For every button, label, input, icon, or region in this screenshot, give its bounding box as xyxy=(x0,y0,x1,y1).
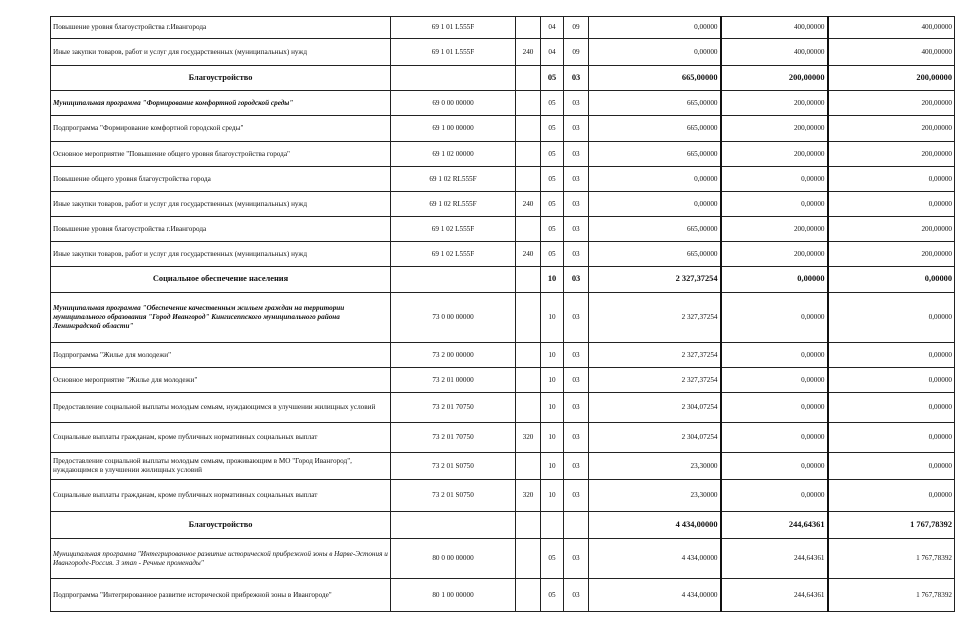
table-row xyxy=(51,192,955,217)
row-amount-year1-cell: 2 304,07254 xyxy=(589,423,721,453)
row-vr-cell xyxy=(516,116,541,142)
row-amount-year3-cell: 200,00000 xyxy=(828,91,955,116)
row-csr-cell xyxy=(391,66,516,91)
row-pr-cell: 03 xyxy=(564,91,589,116)
table-row xyxy=(51,116,955,142)
section-row xyxy=(51,267,955,293)
row-amount-year1-cell: 0,00000 xyxy=(589,39,721,66)
row-amount-year3-cell: 0,00000 xyxy=(828,293,955,343)
row-rz-cell: 05 xyxy=(541,66,564,91)
row-rz-cell: 05 xyxy=(541,192,564,217)
section-row xyxy=(51,66,955,91)
table-row xyxy=(51,242,955,267)
row-rz-cell: 10 xyxy=(541,393,564,423)
row-amount-year1-cell: 2 327,37254 xyxy=(589,267,721,293)
table-row xyxy=(51,453,955,480)
row-amount-year2-cell: 0,00000 xyxy=(721,368,828,393)
row-csr-cell xyxy=(391,512,516,539)
row-amount-year3-cell: 0,00000 xyxy=(828,393,955,423)
row-name-cell: Повышение общего уровня благоустройства города xyxy=(51,167,391,192)
row-name-cell: Социальные выплаты гражданам, кроме публичных нормативных социальных выплат xyxy=(51,480,391,512)
row-pr-cell: 03 xyxy=(564,423,589,453)
row-csr-cell: 73 0 00 00000 xyxy=(391,293,516,343)
row-vr-cell xyxy=(516,17,541,39)
row-name-cell: Подпрограмма "Формирование комфортной городской среды" xyxy=(51,116,391,142)
row-name-cell: Повышение уровня благоустройства г.Ивангорода xyxy=(51,17,391,39)
row-amount-year1-cell: 2 327,37254 xyxy=(589,343,721,368)
row-rz-cell: 05 xyxy=(541,579,564,612)
row-amount-year3-cell: 0,00000 xyxy=(828,480,955,512)
row-vr-cell xyxy=(516,293,541,343)
row-pr-cell: 03 xyxy=(564,539,589,579)
row-csr-cell: 80 1 00 00000 xyxy=(391,579,516,612)
row-vr-cell: 320 xyxy=(516,480,541,512)
section-row xyxy=(51,512,955,539)
row-rz-cell: 10 xyxy=(541,267,564,293)
row-amount-year2-cell: 244,64361 xyxy=(721,539,828,579)
row-csr-cell: 69 1 02 RL555F xyxy=(391,167,516,192)
row-amount-year2-cell: 244,64361 xyxy=(721,579,828,612)
row-vr-cell: 320 xyxy=(516,423,541,453)
row-amount-year1-cell: 0,00000 xyxy=(589,192,721,217)
row-rz-cell: 10 xyxy=(541,423,564,453)
row-vr-cell xyxy=(516,343,541,368)
row-amount-year2-cell: 0,00000 xyxy=(721,293,828,343)
row-vr-cell xyxy=(516,142,541,167)
row-vr-cell: 240 xyxy=(516,192,541,217)
row-vr-cell xyxy=(516,267,541,293)
table-row xyxy=(51,142,955,167)
row-csr-cell: 73 2 01 S0750 xyxy=(391,453,516,480)
row-name-cell: Подпрограмма "Интегрированное развитие исторической прибрежной зоны в Ивангороде" xyxy=(51,579,391,612)
row-amount-year1-cell: 665,00000 xyxy=(589,217,721,242)
row-vr-cell: 240 xyxy=(516,242,541,267)
row-pr-cell: 09 xyxy=(564,17,589,39)
row-vr-cell xyxy=(516,167,541,192)
row-amount-year2-cell: 0,00000 xyxy=(721,480,828,512)
row-amount-year3-cell: 1 767,78392 xyxy=(828,579,955,612)
row-pr-cell: 03 xyxy=(564,217,589,242)
table-row xyxy=(51,91,955,116)
row-csr-cell: 69 1 02 00000 xyxy=(391,142,516,167)
table-row xyxy=(51,368,955,393)
row-name-cell: Социальное обеспечение населения xyxy=(51,267,391,293)
row-pr-cell: 03 xyxy=(564,343,589,368)
row-amount-year1-cell: 23,30000 xyxy=(589,453,721,480)
row-pr-cell: 03 xyxy=(564,480,589,512)
row-amount-year1-cell: 665,00000 xyxy=(589,116,721,142)
row-vr-cell xyxy=(516,453,541,480)
row-amount-year2-cell: 200,00000 xyxy=(721,242,828,267)
row-amount-year1-cell: 4 434,00000 xyxy=(589,579,721,612)
table-row xyxy=(51,579,955,612)
row-csr-cell: 73 2 01 00000 xyxy=(391,368,516,393)
row-amount-year3-cell: 200,00000 xyxy=(828,66,955,91)
table-row xyxy=(51,17,955,39)
row-amount-year3-cell: 200,00000 xyxy=(828,217,955,242)
row-pr-cell: 03 xyxy=(564,579,589,612)
row-rz-cell: 10 xyxy=(541,368,564,393)
row-amount-year2-cell: 0,00000 xyxy=(721,267,828,293)
row-amount-year3-cell: 0,00000 xyxy=(828,167,955,192)
row-rz-cell: 05 xyxy=(541,91,564,116)
row-name-cell: Основное мероприятие "Жилье для молодежи" xyxy=(51,368,391,393)
row-amount-year3-cell: 0,00000 xyxy=(828,267,955,293)
row-amount-year1-cell: 2 327,37254 xyxy=(589,293,721,343)
row-amount-year3-cell: 0,00000 xyxy=(828,343,955,368)
row-amount-year1-cell: 2 304,07254 xyxy=(589,393,721,423)
row-vr-cell xyxy=(516,512,541,539)
row-pr-cell xyxy=(564,512,589,539)
row-csr-cell: 69 0 00 00000 xyxy=(391,91,516,116)
row-csr-cell: 69 1 02 L555F xyxy=(391,242,516,267)
row-amount-year3-cell: 200,00000 xyxy=(828,242,955,267)
row-vr-cell xyxy=(516,368,541,393)
row-amount-year2-cell: 0,00000 xyxy=(721,192,828,217)
row-rz-cell: 04 xyxy=(541,17,564,39)
row-amount-year1-cell: 665,00000 xyxy=(589,66,721,91)
row-amount-year1-cell: 4 434,00000 xyxy=(589,539,721,579)
row-rz-cell: 05 xyxy=(541,217,564,242)
table-row xyxy=(51,343,955,368)
row-pr-cell: 03 xyxy=(564,453,589,480)
row-pr-cell: 03 xyxy=(564,242,589,267)
row-csr-cell: 69 1 02 RL555F xyxy=(391,192,516,217)
row-name-cell: Иные закупки товаров, работ и услуг для государственных (муниципальных) нужд xyxy=(51,39,391,66)
row-amount-year3-cell: 1 767,78392 xyxy=(828,539,955,579)
row-amount-year2-cell: 0,00000 xyxy=(721,167,828,192)
row-name-cell: Предоставление социальной выплаты молодым семьям, проживающим в МО "Город Ивангород", нуждающимся в улучшении жилищных условий xyxy=(51,453,391,480)
row-name-cell: Муниципальная программа "Формирование комфортной городской среды" xyxy=(51,91,391,116)
row-name-cell: Предоставление социальной выплаты молодым семьям, нуждающимся в улучшении жилищных условий xyxy=(51,393,391,423)
row-rz-cell: 05 xyxy=(541,167,564,192)
table-row xyxy=(51,393,955,423)
row-amount-year1-cell: 665,00000 xyxy=(589,242,721,267)
row-vr-cell xyxy=(516,66,541,91)
row-name-cell: Иные закупки товаров, работ и услуг для государственных (муниципальных) нужд xyxy=(51,192,391,217)
table-row xyxy=(51,39,955,66)
row-amount-year3-cell: 200,00000 xyxy=(828,116,955,142)
row-amount-year1-cell: 4 434,00000 xyxy=(589,512,721,539)
row-amount-year2-cell: 200,00000 xyxy=(721,217,828,242)
row-pr-cell: 03 xyxy=(564,192,589,217)
table-row xyxy=(51,539,955,579)
row-csr-cell xyxy=(391,267,516,293)
row-csr-cell: 73 2 01 70750 xyxy=(391,393,516,423)
row-amount-year2-cell: 0,00000 xyxy=(721,453,828,480)
row-amount-year1-cell: 23,30000 xyxy=(589,480,721,512)
row-amount-year2-cell: 200,00000 xyxy=(721,142,828,167)
row-pr-cell: 03 xyxy=(564,167,589,192)
row-amount-year3-cell: 400,00000 xyxy=(828,17,955,39)
table-row xyxy=(51,293,955,343)
row-pr-cell: 03 xyxy=(564,66,589,91)
row-vr-cell xyxy=(516,217,541,242)
row-rz-cell: 05 xyxy=(541,142,564,167)
row-amount-year2-cell: 0,00000 xyxy=(721,423,828,453)
row-amount-year3-cell: 0,00000 xyxy=(828,453,955,480)
row-rz-cell: 05 xyxy=(541,242,564,267)
row-amount-year1-cell: 0,00000 xyxy=(589,167,721,192)
row-amount-year2-cell: 400,00000 xyxy=(721,39,828,66)
row-vr-cell xyxy=(516,579,541,612)
row-amount-year3-cell: 200,00000 xyxy=(828,142,955,167)
row-rz-cell: 05 xyxy=(541,116,564,142)
row-pr-cell: 03 xyxy=(564,393,589,423)
row-vr-cell xyxy=(516,539,541,579)
row-amount-year3-cell: 1 767,78392 xyxy=(828,512,955,539)
row-vr-cell xyxy=(516,393,541,423)
row-amount-year2-cell: 200,00000 xyxy=(721,91,828,116)
row-amount-year1-cell: 665,00000 xyxy=(589,142,721,167)
row-pr-cell: 03 xyxy=(564,293,589,343)
row-amount-year1-cell: 665,00000 xyxy=(589,91,721,116)
row-amount-year2-cell: 0,00000 xyxy=(721,393,828,423)
row-name-cell: Подпрограмма "Жилье для молодежи" xyxy=(51,343,391,368)
row-amount-year2-cell: 200,00000 xyxy=(721,116,828,142)
row-amount-year2-cell: 244,64361 xyxy=(721,512,828,539)
row-vr-cell xyxy=(516,91,541,116)
row-vr-cell: 240 xyxy=(516,39,541,66)
row-csr-cell: 73 2 00 00000 xyxy=(391,343,516,368)
row-csr-cell: 69 1 01 L555F xyxy=(391,39,516,66)
row-rz-cell: 10 xyxy=(541,293,564,343)
table-row xyxy=(51,167,955,192)
row-amount-year3-cell: 0,00000 xyxy=(828,423,955,453)
row-pr-cell: 03 xyxy=(564,267,589,293)
row-name-cell: Муниципальная программа "Обеспечение качественным жильем граждан на территории муниципального образования "Город Ивангород" Кингисеппского муниципального района Ленинградской области" xyxy=(51,293,391,343)
budget-table-page xyxy=(50,16,952,612)
row-rz-cell: 10 xyxy=(541,343,564,368)
table-row xyxy=(51,217,955,242)
row-name-cell: Социальные выплаты гражданам, кроме публичных нормативных социальных выплат xyxy=(51,423,391,453)
row-rz-cell: 10 xyxy=(541,453,564,480)
row-pr-cell: 03 xyxy=(564,116,589,142)
row-amount-year3-cell: 0,00000 xyxy=(828,368,955,393)
row-amount-year1-cell: 0,00000 xyxy=(589,17,721,39)
row-name-cell: Основное мероприятие "Повышение общего уровня благоустройства города" xyxy=(51,142,391,167)
row-rz-cell xyxy=(541,512,564,539)
row-amount-year2-cell: 400,00000 xyxy=(721,17,828,39)
row-amount-year2-cell: 200,00000 xyxy=(721,66,828,91)
row-rz-cell: 04 xyxy=(541,39,564,66)
row-name-cell: Благоустройство xyxy=(51,512,391,539)
row-amount-year3-cell: 0,00000 xyxy=(828,192,955,217)
row-pr-cell: 09 xyxy=(564,39,589,66)
row-name-cell: Благоустройство xyxy=(51,66,391,91)
row-csr-cell: 73 2 01 70750 xyxy=(391,423,516,453)
row-csr-cell: 69 1 00 00000 xyxy=(391,116,516,142)
row-name-cell: Иные закупки товаров, работ и услуг для государственных (муниципальных) нужд xyxy=(51,242,391,267)
row-rz-cell: 05 xyxy=(541,539,564,579)
row-amount-year1-cell: 2 327,37254 xyxy=(589,368,721,393)
row-pr-cell: 03 xyxy=(564,368,589,393)
row-csr-cell: 69 1 02 L555F xyxy=(391,217,516,242)
budget-table xyxy=(50,16,955,612)
row-csr-cell: 80 0 00 00000 xyxy=(391,539,516,579)
row-name-cell: Повышение уровня благоустройства г.Ивангорода xyxy=(51,217,391,242)
table-row xyxy=(51,480,955,512)
budget-table-body xyxy=(51,17,955,612)
row-name-cell: Муниципальная программа "Интегрированное развитие исторической прибрежной зоны в Нарве-Эстония и Ивангороде-Россия. 3 этап - Речные променады" xyxy=(51,539,391,579)
row-csr-cell: 69 1 01 L555F xyxy=(391,17,516,39)
row-amount-year3-cell: 400,00000 xyxy=(828,39,955,66)
row-pr-cell: 03 xyxy=(564,142,589,167)
row-rz-cell: 10 xyxy=(541,480,564,512)
row-csr-cell: 73 2 01 S0750 xyxy=(391,480,516,512)
table-row xyxy=(51,423,955,453)
row-amount-year2-cell: 0,00000 xyxy=(721,343,828,368)
